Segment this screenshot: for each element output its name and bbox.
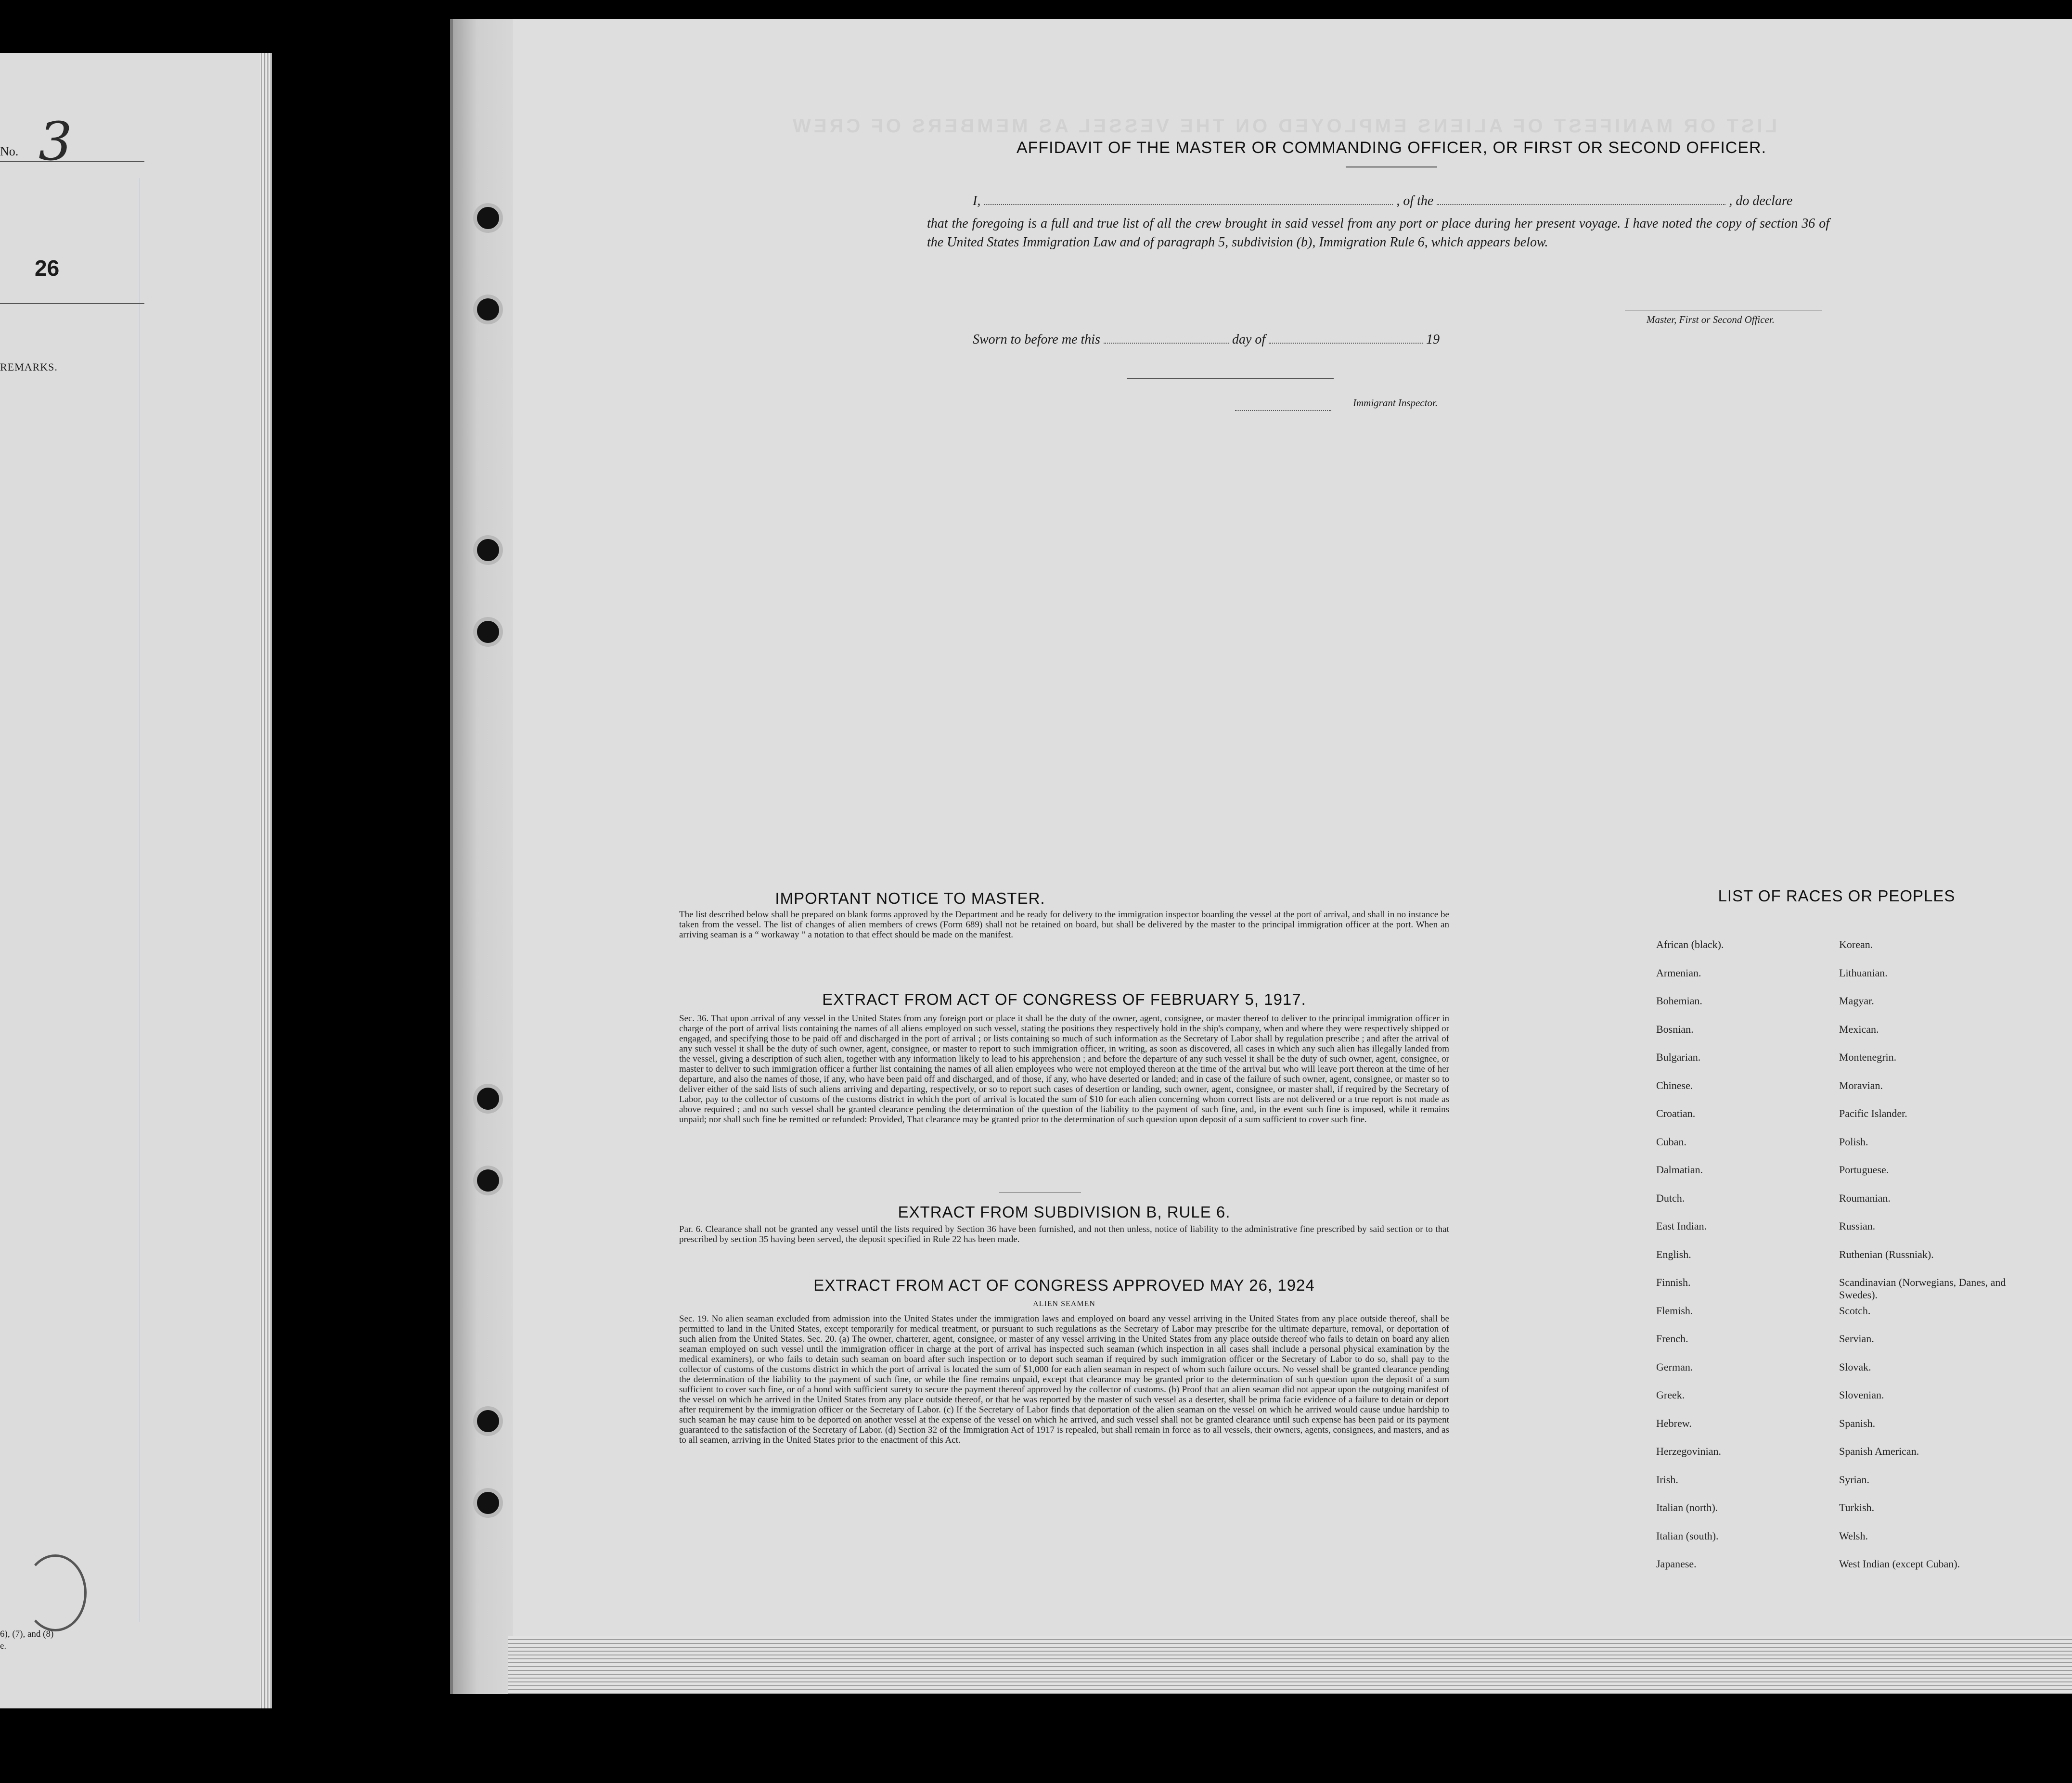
race-item: African (black).	[1656, 938, 1724, 950]
page-stack-bottom	[508, 1636, 2072, 1694]
race-item: Lithuanian.	[1839, 966, 1888, 979]
race-item: Syrian.	[1839, 1473, 1869, 1486]
race-item: Roumanian.	[1839, 1192, 1891, 1204]
inspector-line	[1127, 378, 1334, 379]
show-through-header: LIST OR MANIFEST OF ALIENS EMPLOYED ON THE VESSEL AS MEMBERS OF CREW	[790, 115, 1777, 137]
year-text: 19	[1426, 332, 1440, 347]
notice-text: The list described below shall be prepared on blank forms approved by the Department and be ready for delivery to the immigration inspector boarding the vessel at the port of arrival, and shall in no instance be taken from the vessel. The list of changes of alien members of crews (Form 689) shall not be retained on board, but shall be delivered by the master to the principal immigration officer at the port. When an arriving seaman is a “ workaway ” a notation to that effect should be made on the manifest.	[679, 910, 1449, 940]
month-blank	[1269, 343, 1423, 344]
affidavit-of-the: , of the	[1396, 193, 1434, 208]
race-item: Croatian.	[1656, 1107, 1696, 1119]
page-number: 26	[35, 256, 60, 281]
race-item: Herzegovinian.	[1656, 1445, 1721, 1457]
binder-hole	[477, 1088, 499, 1110]
binder-hole	[477, 1410, 499, 1432]
binder-hole	[477, 621, 499, 643]
race-item: Greek.	[1656, 1389, 1685, 1401]
race-item: Finnish.	[1656, 1276, 1691, 1288]
handwritten-number: 3	[39, 111, 72, 172]
binder-hole	[477, 1492, 499, 1514]
race-item: Magyar.	[1839, 995, 1874, 1007]
binder-hole	[477, 207, 499, 229]
race-item: Scotch.	[1839, 1304, 1871, 1317]
race-item: Irish.	[1656, 1473, 1678, 1486]
header-rule	[0, 303, 144, 304]
race-item: Dutch.	[1656, 1192, 1685, 1204]
race-item: Mexican.	[1839, 1023, 1879, 1035]
race-item: Spanish American.	[1839, 1445, 1919, 1457]
affidavit-title: AFFIDAVIT OF THE MASTER OR COMMANDING OFFICER, OR FIRST OR SECOND OFFICER.	[1016, 139, 1767, 157]
race-item: Ruthenian (Russniak).	[1839, 1248, 1934, 1260]
race-item: Cuban.	[1656, 1135, 1686, 1148]
race-item: Dalmatian.	[1656, 1164, 1703, 1176]
sworn-text: Sworn to before me this	[973, 332, 1100, 347]
race-item: Moravian.	[1839, 1079, 1883, 1091]
main-page	[450, 19, 2072, 1694]
race-item: Polish.	[1839, 1135, 1868, 1148]
extract-1917-title: EXTRACT FROM ACT OF CONGRESS OF FEBRUARY 5, 1917.	[822, 990, 1306, 1008]
notice-title: IMPORTANT NOTICE TO MASTER.	[775, 889, 1045, 907]
vessel-blank	[1437, 204, 1725, 205]
race-item: English.	[1656, 1248, 1691, 1260]
race-item: Bulgarian.	[1656, 1051, 1701, 1063]
footnote-line2: e.	[0, 1641, 7, 1651]
header-rule	[0, 161, 144, 162]
race-item: Bohemian.	[1656, 995, 1702, 1007]
race-item: Slovak.	[1839, 1360, 1871, 1373]
race-item: Spanish.	[1839, 1417, 1876, 1429]
race-item: Russian.	[1839, 1220, 1876, 1232]
extract-1924-text: Sec. 19. No alien seaman excluded from admission into the United States under the immigration laws and employed on board any vessel arriving in the United States from any place outside thereof, shall be permitted to land in the United States, except temporarily for medical treatment, or pursuant to such regulations as the Secretary of Labor may prescribe for the ultimate departure, removal, or deportation of such alien from the United States. Sec. 20. (a) The owner, charterer, agent, consignee, or master of any vessel arriving in the United States from any place outside thereof who fails to detain on board any alien seaman employed on such vessel until the immigration officer in charge at the port of arrival has inspected such seaman (which inspection in all cases shall include a personal physical examination by the medical examiners), or who fails to detain such seaman on board after such inspection or to deport such seaman if required by such immigration officer or the Secretary of Labor to do so, shall pay to the collector of customs of the customs district in which the port of arrival is located the sum of $1,000 for each alien seaman in respect of whom such failure occurs. No vessel shall be granted clearance pending the determination of the liability to the payment of such fine, or while the fine remains unpaid, except that clearance may be granted prior to the determination of such question upon the deposit of a sum sufficient to cover such fine, or of a bond with sufficient surety to secure the payment thereof approved by the collector of customs. (b) Proof that an alien seaman did not appear upon the outgoing manifest of the vessel on which he arrived in the United States from any place outside thereof, or that he was reported by the master of such vessel as a deserter, shall be prima facie evidence of a failure to detain or deport after requirement by the immigration officer or the Secretary of Labor. (c) If the Secretary of Labor finds that deportation of the alien seaman on the vessel on which he arrived would cause undue hardship to such seaman he may cause him to be deported on another vessel at the expense of the vessel on which he arrived, and such vessel shall not be granted clearance until such expense has been paid or its payment guaranteed to the satisfaction of the Secretary of Labor. (d) Section 32 of the Immigration Act of 1917 is repealed, but shall remain in force as to all vessels, their owners, agents, consignees, and masters, and as to all seamen, arriving in the United States prior to the enactment of this Act.	[679, 1314, 1449, 1445]
race-item: East Indian.	[1656, 1220, 1707, 1232]
extract-1917-text: Sec. 36. That upon arrival of any vessel in the United States from any foreign port or place it shall be the duty of the owner, agent, consignee, or master thereof to deliver to the principal immigration officer in charge of the port of arrival lists containing the names of all aliens employed on such vessel, stating the positions they respectively hold in the ship's company, when and where they were respectively shipped or engaged, and specifying those to be paid off and discharged in the port of arrival ; or lists containing so much of such information as the Secretary of Labor shall by regulation prescribe ; and after the arrival of any such vessel it shall be the duty of such owner, agent, consignee, or master to report to such immigration officer, in writing, as soon as discovered, all cases in which any such alien has illegally landed from the vessel, giving a description of such alien, together with any information likely to lead to his apprehension ; and before the departure of any such vessel it shall be the duty of such owner, agent, consignee, or master to deliver to such immigration officer a further list containing the names of all alien employees who were not employed thereon at the time of the arrival but who will leave port thereon at the time of her departure, and also the names of those, if any, who have been paid off and discharged, and of those, if any, who have deserted or landed; and in case of the failure of such owner, agent, consignee, or master so to deliver either of the said lists of such aliens arriving and departing, respectively, or so to report such cases of desertion or landing, such owner, agent, consignee, or master shall, if required by the Secretary of Labor, pay to the collector of customs of the customs district in which the port of arrival is located the sum of $10 for each alien concerning whom correct lists are not delivered or a true report is not made as above required ; and no such vessel shall be granted clearance pending the determination of the question of the liability to the payment of such fine, and, in the event such fine is imposed, while it remains unpaid; nor shall such fine be remitted or refunded: Provided, That clearance may be granted prior to the determination of such question upon deposit of a sum sufficient to cover such fine.	[679, 1013, 1449, 1125]
day-blank	[1104, 343, 1229, 344]
race-item: Bosnian.	[1656, 1023, 1694, 1035]
day-of-text: day of	[1232, 332, 1266, 347]
affidavit-body: that the foregoing is a full and true list of all the crew brought in said vessel from any port or place during her present voyage. I have noted the copy of section 36 of the United States Immigration Law and of paragraph 5, subdivision (b), Immigration Rule 6, which appears below.	[927, 216, 1829, 250]
handwritten-zero	[24, 1554, 87, 1631]
affidavit-declare: , do declare	[1729, 193, 1793, 208]
affidavit-line1	[973, 193, 1829, 209]
footnote-line1: 6), (7), and (8)	[0, 1629, 54, 1639]
race-item: Korean.	[1839, 938, 1873, 950]
race-item: French.	[1656, 1333, 1688, 1345]
race-item: Montenegrin.	[1839, 1051, 1897, 1063]
extract-rule6-title: EXTRACT FROM SUBDIVISION B, RULE 6.	[898, 1203, 1231, 1221]
race-item: Japanese.	[1656, 1558, 1697, 1570]
binder-hole	[477, 298, 499, 321]
signature-caption: Master, First or Second Officer.	[1647, 314, 1775, 325]
race-item: Servian.	[1839, 1333, 1874, 1345]
race-item: Welsh.	[1839, 1529, 1868, 1542]
extract-1924-title: EXTRACT FROM ACT OF CONGRESS APPROVED MAY 26, 1924	[813, 1276, 1315, 1294]
inspector-dots	[1235, 410, 1331, 411]
name-blank	[984, 204, 1393, 205]
extract-1924-subtitle: ALIEN SEAMEN	[1033, 1300, 1095, 1308]
race-item: German.	[1656, 1360, 1693, 1373]
race-item: Italian (south).	[1656, 1529, 1719, 1542]
race-item: Scandinavian (Norwegians, Danes, and Swedes).	[1839, 1276, 2006, 1301]
races-title: LIST OF RACES OR PEOPLES	[1718, 887, 1956, 905]
sworn-line	[973, 332, 1550, 347]
race-item: Armenian.	[1656, 966, 1701, 979]
number-label: No.	[0, 144, 19, 158]
binder-hole	[477, 539, 499, 561]
affidavit-i: I,	[973, 193, 981, 208]
race-item: Chinese.	[1656, 1079, 1693, 1091]
page-stack-edge	[260, 53, 272, 1708]
race-item: West Indian (except Cuban).	[1839, 1558, 1960, 1570]
race-item: Portuguese.	[1839, 1164, 1889, 1176]
page-binding-edge	[453, 19, 513, 1694]
race-item: Turkish.	[1839, 1501, 1875, 1514]
remarks-header: REMARKS.	[0, 361, 58, 373]
left-page	[0, 53, 264, 1708]
race-item: Flemish.	[1656, 1304, 1693, 1317]
race-item: Slovenian.	[1839, 1389, 1884, 1401]
race-item: Hebrew.	[1656, 1417, 1692, 1429]
binder-hole	[477, 1169, 499, 1192]
inspector-caption: Immigrant Inspector.	[1353, 397, 1438, 409]
race-item: Italian (north).	[1656, 1501, 1718, 1514]
extract-rule6-text: Par. 6. Clearance shall not be granted any vessel until the lists required by Section 36 have been furnished, and not then unless, notice of liability to the administrative fine prescribed by said section or to that prescribed by section 35 having been served, the deposit specified in Rule 22 has been made.	[679, 1224, 1449, 1244]
race-item: Pacific Islander.	[1839, 1107, 1907, 1119]
